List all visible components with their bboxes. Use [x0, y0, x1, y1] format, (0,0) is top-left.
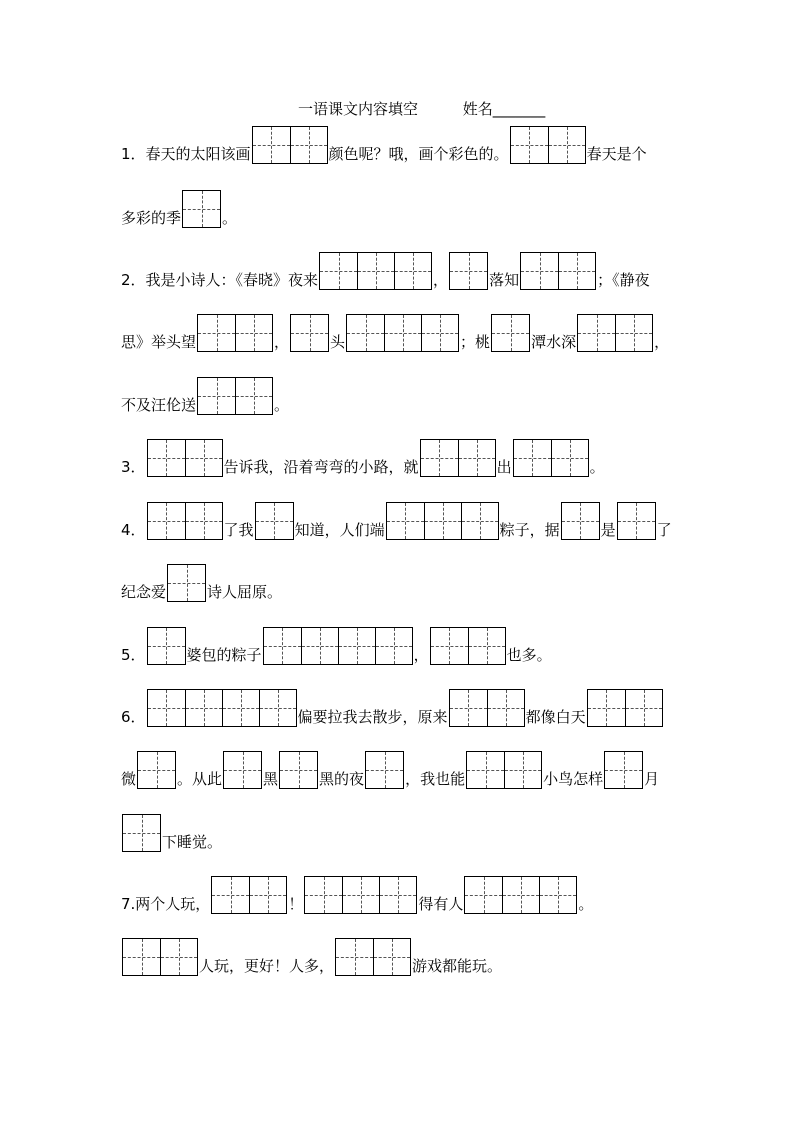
answer-box-group[interactable]: [197, 377, 273, 415]
question-text: 5．: [121, 646, 146, 664]
answer-box-group[interactable]: [122, 938, 198, 976]
tian-grid-cell[interactable]: [148, 503, 185, 539]
question-text: 粽子，据: [499, 521, 560, 539]
tian-grid-cell[interactable]: [183, 191, 220, 227]
answer-box-group[interactable]: [466, 751, 542, 789]
question-text: 落知: [489, 271, 520, 289]
tian-grid-cell[interactable]: [511, 127, 548, 163]
question-text: 知道，人们端: [294, 521, 385, 539]
question-text: 2．我是小诗人：《春晓》夜来: [121, 271, 319, 289]
tian-grid-cell[interactable]: [424, 503, 461, 539]
answer-box-group[interactable]: [604, 751, 643, 789]
question-text: 。: [274, 396, 290, 414]
question-text: 微: [121, 770, 137, 788]
answer-box-group[interactable]: [147, 502, 223, 540]
answer-box-group[interactable]: [223, 751, 262, 789]
question-text: 也多。: [506, 646, 552, 664]
tian-grid-cell[interactable]: [450, 690, 487, 726]
tian-grid-cell[interactable]: [461, 503, 498, 539]
answer-box-group[interactable]: [449, 689, 525, 727]
question-text: 是: [600, 521, 616, 539]
answer-box-group[interactable]: [263, 627, 413, 665]
tian-grid-cell[interactable]: [123, 815, 160, 851]
tian-grid-cell[interactable]: [504, 752, 541, 788]
tian-grid-cell[interactable]: [578, 315, 615, 351]
name-label: 姓名_______: [462, 100, 546, 118]
tian-grid-cell[interactable]: [342, 877, 379, 913]
tian-grid-cell[interactable]: [235, 315, 272, 351]
tian-grid-cell[interactable]: [366, 752, 403, 788]
question-text: ，: [654, 333, 670, 351]
answer-box-group[interactable]: [420, 439, 496, 477]
question-text: 春天是个: [586, 145, 647, 163]
tian-grid-cell[interactable]: [625, 690, 662, 726]
answer-box-group[interactable]: [211, 876, 287, 914]
tian-grid-cell[interactable]: [551, 440, 588, 476]
tian-grid-cell[interactable]: [336, 939, 373, 975]
question-text: 月: [644, 770, 660, 788]
answer-box-group[interactable]: [147, 439, 223, 477]
tian-grid-cell[interactable]: [256, 503, 293, 539]
question-text: 偏要拉我去散步，原来: [297, 708, 448, 726]
question-line-9: [121, 627, 552, 665]
answer-box-group[interactable]: [491, 314, 530, 352]
tian-grid-cell[interactable]: [502, 877, 539, 913]
tian-grid-cell[interactable]: [357, 253, 394, 289]
question-text: 。: [222, 209, 238, 227]
tian-grid-cell[interactable]: [465, 877, 502, 913]
tian-grid-cell[interactable]: [450, 253, 487, 289]
question-text: 小鸟怎样: [543, 770, 604, 788]
question-line-3: [121, 252, 650, 290]
question-text: 下睡觉。: [162, 833, 223, 851]
question-text: 得有人: [418, 895, 464, 913]
question-line-14: [121, 938, 502, 976]
tian-grid-cell[interactable]: [224, 752, 261, 788]
tian-grid-cell[interactable]: [373, 939, 410, 975]
tian-grid-cell[interactable]: [249, 877, 286, 913]
tian-grid-cell[interactable]: [222, 690, 259, 726]
title-text: 一语课文内容填空: [298, 100, 419, 118]
tian-grid-cell[interactable]: [562, 503, 599, 539]
tian-grid-cell[interactable]: [605, 752, 642, 788]
question-text: 潭水深: [531, 333, 577, 351]
tian-grid-cell[interactable]: [618, 503, 655, 539]
tian-grid-cell[interactable]: [548, 127, 585, 163]
question-line-13: [121, 876, 593, 914]
answer-box-group[interactable]: [252, 126, 328, 164]
tian-grid-cell[interactable]: [421, 440, 458, 476]
question-text: 思》举头望: [121, 333, 197, 351]
answer-box-group[interactable]: [147, 627, 186, 665]
tian-grid-cell[interactable]: [387, 503, 424, 539]
answer-box-group[interactable]: [147, 689, 297, 727]
tian-grid-cell[interactable]: [514, 440, 551, 476]
tian-grid-cell[interactable]: [148, 440, 185, 476]
tian-grid-cell[interactable]: [198, 315, 235, 351]
answer-box-group[interactable]: [304, 876, 417, 914]
tian-grid-cell[interactable]: [212, 877, 249, 913]
question-text: 不及汪伦送: [121, 396, 197, 414]
question-text: 6．: [121, 708, 146, 726]
tian-grid-cell[interactable]: [264, 628, 301, 664]
question-text: 纪念爱: [121, 583, 167, 601]
tian-grid-cell[interactable]: [615, 315, 652, 351]
answer-box-group[interactable]: [561, 502, 600, 540]
question-text: ，我也能: [405, 770, 466, 788]
tian-grid-cell[interactable]: [291, 315, 328, 351]
question-line-4: [121, 314, 669, 352]
question-line-10: [121, 689, 664, 727]
tian-grid-cell[interactable]: [160, 939, 197, 975]
tian-grid-cell[interactable]: [458, 440, 495, 476]
tian-grid-cell[interactable]: [148, 628, 185, 664]
question-text: 了我: [223, 521, 254, 539]
answer-box-group[interactable]: [617, 502, 656, 540]
tian-grid-cell[interactable]: [487, 690, 524, 726]
tian-grid-cell[interactable]: [185, 690, 222, 726]
tian-grid-cell[interactable]: [185, 503, 222, 539]
question-text: 诗人屈原。: [207, 583, 283, 601]
question-text: 多彩的季: [121, 209, 182, 227]
tian-grid-cell[interactable]: [280, 752, 317, 788]
tian-grid-cell[interactable]: [138, 752, 175, 788]
tian-grid-cell[interactable]: [290, 127, 327, 163]
question-line-1: [121, 126, 647, 164]
question-text: 婆包的粽子: [186, 646, 262, 664]
tian-grid-cell[interactable]: [253, 127, 290, 163]
question-text: 颜色呢？哦，画个彩色的。: [328, 145, 509, 163]
tian-grid-cell[interactable]: [492, 315, 529, 351]
answer-box-group[interactable]: [137, 751, 176, 789]
tian-grid-cell[interactable]: [421, 315, 458, 351]
answer-box-group[interactable]: [510, 126, 586, 164]
answer-box-group[interactable]: [197, 314, 273, 352]
answer-box-group[interactable]: [335, 938, 411, 976]
question-line-5: [121, 377, 289, 415]
answer-box-group[interactable]: [365, 751, 404, 789]
tian-grid-cell[interactable]: [338, 628, 375, 664]
tian-grid-cell[interactable]: [431, 628, 468, 664]
question-text: ，: [413, 646, 429, 664]
answer-box-group[interactable]: [587, 689, 663, 727]
question-text: 。: [578, 895, 594, 913]
question-text: ，: [433, 271, 449, 289]
question-text: 7.两个人玩，: [121, 895, 211, 913]
tian-grid-cell[interactable]: [185, 440, 222, 476]
question-text: 1．春天的太阳该画: [121, 145, 251, 163]
answer-box-group[interactable]: [255, 502, 294, 540]
question-line-11: [121, 751, 659, 789]
question-text: 。从此: [177, 770, 223, 788]
tian-grid-cell[interactable]: [375, 628, 412, 664]
tian-grid-cell[interactable]: [305, 877, 342, 913]
tian-grid-cell[interactable]: [123, 939, 160, 975]
tian-grid-cell[interactable]: [320, 253, 357, 289]
question-line-7: [121, 502, 672, 540]
tian-grid-cell[interactable]: [539, 877, 576, 913]
tian-grid-cell[interactable]: [198, 378, 235, 414]
tian-grid-cell[interactable]: [301, 628, 338, 664]
question-text: ；《静夜: [597, 271, 650, 289]
tian-grid-cell[interactable]: [521, 253, 558, 289]
question-text: 4．: [121, 521, 146, 539]
tian-grid-cell[interactable]: [168, 565, 205, 601]
answer-box-group[interactable]: [386, 502, 499, 540]
answer-box-group[interactable]: [577, 314, 653, 352]
worksheet-title: [298, 98, 545, 119]
question-text: 头: [330, 333, 346, 351]
tian-grid-cell[interactable]: [347, 315, 384, 351]
tian-grid-cell[interactable]: [379, 877, 416, 913]
question-text: ，: [274, 333, 290, 351]
tian-grid-cell[interactable]: [235, 378, 272, 414]
question-line-6: [121, 439, 605, 477]
question-text: 告诉我，沿着弯弯的小路，就: [223, 458, 419, 476]
question-line-2: [121, 190, 237, 228]
question-text: 。: [589, 458, 605, 476]
question-text: 人玩，更好！人多，: [199, 957, 335, 975]
question-text: 了: [656, 521, 672, 539]
answer-box-group[interactable]: [346, 314, 459, 352]
tian-grid-cell[interactable]: [259, 690, 296, 726]
answer-box-group[interactable]: [520, 252, 596, 290]
question-line-12: [121, 814, 222, 852]
question-line-8: [121, 564, 282, 602]
answer-box-group[interactable]: [430, 627, 506, 665]
question-text: 黑的夜: [319, 770, 365, 788]
question-text: ；桃: [460, 333, 491, 351]
answer-box-group[interactable]: [279, 751, 318, 789]
question-text: 3．: [121, 458, 146, 476]
answer-box-group[interactable]: [513, 439, 589, 477]
tian-grid-cell[interactable]: [588, 690, 625, 726]
tian-grid-cell[interactable]: [468, 628, 505, 664]
tian-grid-cell[interactable]: [148, 690, 185, 726]
answer-box-group[interactable]: [290, 314, 329, 352]
answer-box-group[interactable]: [182, 190, 221, 228]
question-text: 游戏都能玩。: [412, 957, 503, 975]
tian-grid-cell[interactable]: [467, 752, 504, 788]
tian-grid-cell[interactable]: [384, 315, 421, 351]
answer-box-group[interactable]: [122, 814, 161, 852]
question-text: 出: [496, 458, 512, 476]
answer-box-group[interactable]: [167, 564, 206, 602]
question-text: ！: [288, 895, 304, 913]
answer-box-group[interactable]: [319, 252, 432, 290]
tian-grid-cell[interactable]: [558, 253, 595, 289]
answer-box-group[interactable]: [449, 252, 488, 290]
tian-grid-cell[interactable]: [394, 253, 431, 289]
question-text: 黑: [263, 770, 279, 788]
answer-box-group[interactable]: [464, 876, 577, 914]
question-text: 都像白天: [525, 708, 586, 726]
